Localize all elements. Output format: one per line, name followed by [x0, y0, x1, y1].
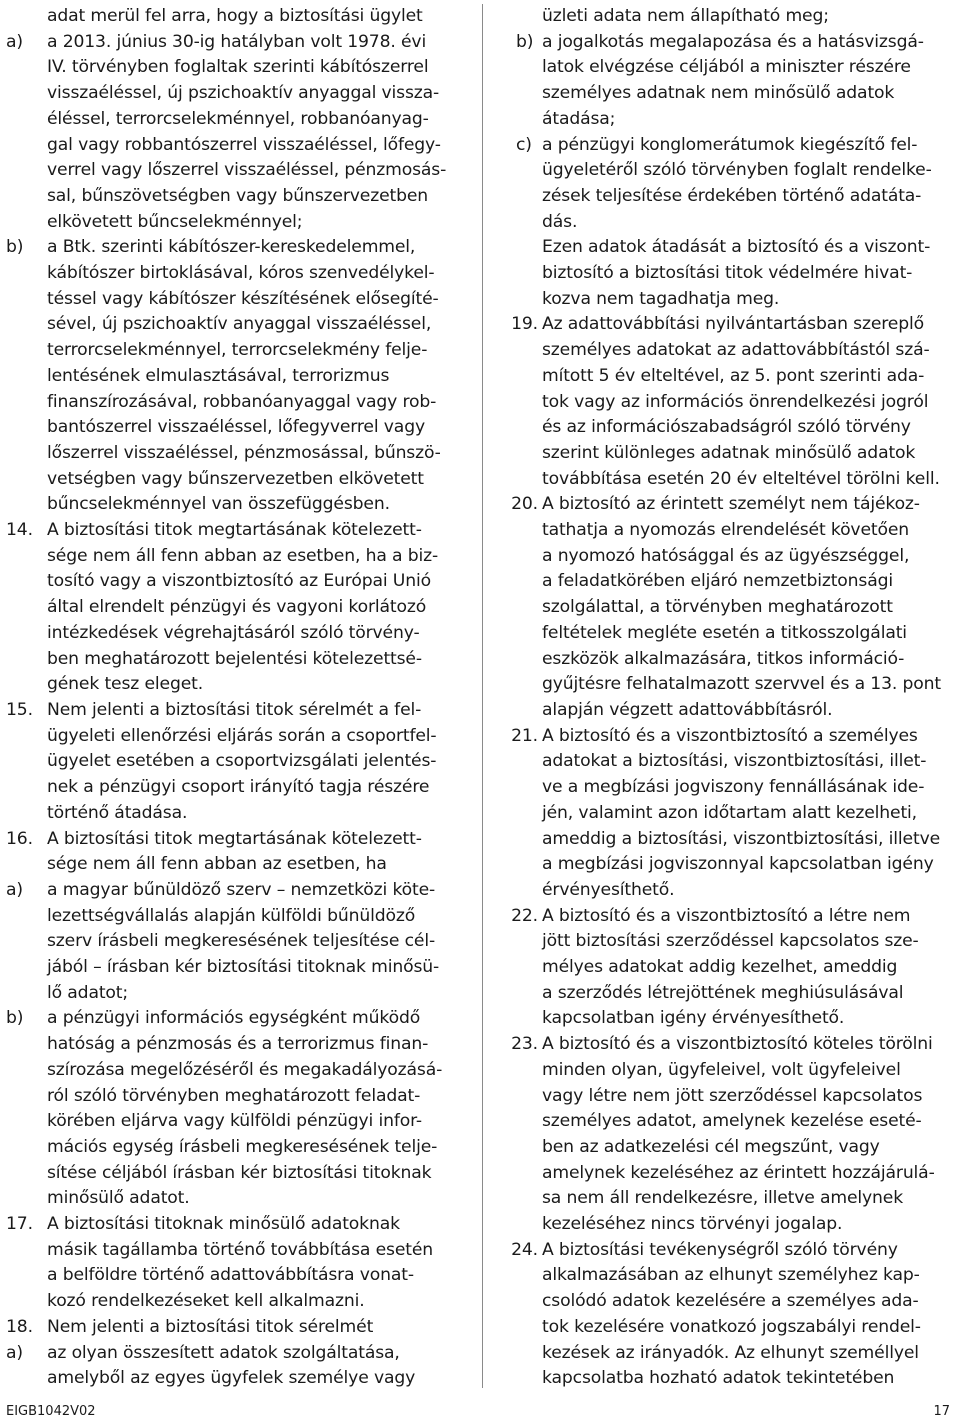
text-line: a jogalkotás megalapozása és a hatásvizsgá- — [542, 31, 924, 52]
paragraph-label: 21. — [511, 725, 538, 746]
text-line: sa nem áll rendelkezésre, illetve amelynek — [542, 1188, 904, 1209]
right-paragraph — [500, 724, 955, 904]
text-line: lezettségvállalás alapján külföldi bűnüldöző — [47, 905, 416, 926]
left-paragraph — [6, 518, 458, 698]
text-line: téssel vagy kábítószer készítésének elősegíté- — [47, 288, 439, 309]
left-paragraph — [6, 1006, 458, 1212]
text-line: finanszírozásával, robbanóanyaggal vagy rob- — [47, 391, 437, 412]
paragraph-label: 24. — [511, 1239, 538, 1260]
text-line: sége nem áll fenn abban az esetben, ha — [47, 854, 387, 875]
text-line: személyes adatot, amelynek kezelése eseté- — [542, 1111, 922, 1132]
text-line: ról szóló törvényben meghatározott feladat- — [47, 1085, 421, 1106]
paragraph-label: a) — [6, 1342, 23, 1363]
text-line: kezések az irányadók. Az elhunyt személlyel — [542, 1342, 919, 1363]
paragraph-text — [47, 235, 458, 518]
paragraph-text — [47, 1212, 458, 1315]
text-line: ben meghatározott bejelentési kötelezettsé- — [47, 648, 422, 669]
text-line: tosító vagy a viszontbiztosító az Európai Unió — [47, 571, 431, 592]
text-line: dás. — [542, 211, 578, 232]
text-line: lőszerrel visszaéléssel, pénzmosással, bűnszö- — [47, 442, 441, 463]
paragraph-text — [47, 1315, 458, 1341]
right-paragraph — [500, 30, 955, 133]
text-line: intézkedések végrehajtásáról szóló törvény- — [47, 622, 420, 643]
text-line: ve a megbízási jogviszony fennállásának ide- — [542, 777, 925, 798]
text-line: sítése céljából írásban kér biztosítási titoknak — [47, 1162, 432, 1183]
text-line: bantószerrel visszaéléssel, lőfegyverrel vagy — [47, 417, 425, 438]
paragraph-label: c) — [516, 134, 532, 155]
text-line: vetségben vagy bűnszervezetben elkövetett — [47, 468, 424, 489]
paragraph-label: 22. — [511, 905, 538, 926]
paragraph-text — [47, 878, 458, 1007]
text-line: ügyeleti ellenőrzési eljárás során a csoportfel- — [47, 725, 437, 746]
left-paragraph — [6, 4, 458, 30]
paragraph-text — [542, 1032, 955, 1238]
text-line: Nem jelenti a biztosítási titok sérelmét a fel- — [47, 699, 422, 720]
text-line: a szerződés létrejöttének meghiúsulásával — [542, 982, 904, 1003]
text-line: sal, bűnszövetségben vagy bűnszervezetben — [47, 185, 429, 206]
left-paragraph — [6, 1212, 458, 1315]
text-line: továbbítása esetén 20 év elteltével törölni kell. — [542, 468, 940, 489]
paragraph-label: 15. — [6, 699, 33, 720]
right-paragraph — [500, 4, 955, 30]
right-paragraph — [500, 133, 955, 313]
paragraph-text — [542, 30, 955, 133]
paragraph-text — [47, 30, 458, 236]
paragraph-text — [542, 1238, 955, 1392]
text-line: Az adattovábbítási nyilvántartásban szereplő — [542, 314, 924, 335]
text-line: tok vagy az információs önrendelkezési jogról — [542, 391, 929, 412]
paragraph-label: 17. — [6, 1214, 33, 1235]
text-line: latok elvégzése céljából a miniszter részére — [542, 57, 911, 78]
text-line: sével, új pszichoaktív anyaggal visszaéléssel, — [47, 314, 432, 335]
text-line: másik tagállamba történő továbbítása esetén — [47, 1239, 434, 1260]
text-line: a pénzügyi információs egységként működő — [47, 1008, 421, 1029]
text-line: átadása; — [542, 108, 616, 129]
text-line: A biztosítási tevékenységről szóló törvény — [542, 1239, 898, 1260]
text-line: visszaéléssel, új pszichoaktív anyaggal vissza- — [47, 83, 440, 104]
paragraph-label: a) — [6, 879, 23, 900]
left-paragraph — [6, 1341, 458, 1392]
text-line: által elrendelt pénzügyi és vagyoni korlátozó — [47, 597, 427, 618]
right-paragraph — [500, 492, 955, 723]
text-line: amelyből az egyes ügyfelek személye vagy — [47, 1368, 416, 1389]
text-line: A biztosítási titoknak minősülő adatoknak — [47, 1214, 400, 1235]
paragraph-label — [6, 4, 47, 30]
paragraph-label: 18. — [6, 1316, 33, 1337]
text-line: bűncselekménnyel van összefüggésben. — [47, 494, 390, 515]
text-line: gal vagy robbantószerrel visszaéléssel, lőfegy- — [47, 134, 441, 155]
text-line: A biztosító és a viszontbiztosító a személyes — [542, 725, 918, 746]
right-paragraph — [500, 312, 955, 492]
paragraph-label: b) — [6, 1008, 24, 1029]
text-line: A biztosító és a viszontbiztosító a létre nem — [542, 905, 911, 926]
text-line: személyes adatnak nem minősülő adatok — [542, 83, 895, 104]
text-line: Nem jelenti a biztosítási titok sérelmét — [47, 1316, 374, 1337]
paragraph-label: 14. — [6, 520, 33, 541]
text-line: a Btk. szerinti kábítószer-kereskedelemmel, — [47, 237, 416, 258]
text-line: a 2013. június 30-ig hatályban volt 1978. évi — [47, 31, 427, 52]
text-line: lentésének elmulasztásával, terrorizmus — [47, 365, 390, 386]
paragraph-text — [542, 724, 955, 904]
text-line: szerint különleges adatnak minősülő adatok — [542, 442, 916, 463]
text-line: adatokat a biztosítási, viszontbiztosítási, illet- — [542, 751, 927, 772]
text-line: mélyes adatokat addig kezelhet, ameddig — [542, 957, 898, 978]
text-line: sége nem áll fenn abban az esetben, ha a biz- — [47, 545, 439, 566]
text-line: IV. törvényben foglaltak szerinti kábítószerrel — [47, 57, 429, 78]
text-line: jából – írásban kér biztosítási titoknak minősü- — [47, 957, 440, 978]
text-line: alkalmazásában az elhunyt személyhez kap- — [542, 1265, 920, 1286]
text-line: a megbízási jogviszonnyal kapcsolatban igény — [542, 854, 934, 875]
right-paragraph — [500, 1238, 955, 1392]
text-line: érvényesíthető. — [542, 879, 675, 900]
text-line: tathatja a nyomozás elrendelését követően — [542, 520, 909, 541]
paragraph-text — [542, 904, 955, 1033]
text-line: amelynek kezeléséhez az érintett hozzájárulá- — [542, 1162, 935, 1183]
text-line: szerv írásbeli megkeresésének teljesítése cél- — [47, 931, 436, 952]
left-paragraph — [6, 878, 458, 1007]
paragraph-label: 19. — [511, 314, 538, 335]
text-line: kozó rendelkezéseket kell alkalmazni. — [47, 1291, 365, 1312]
text-line: A biztosító és a viszontbiztosító köteles törölni — [542, 1034, 933, 1055]
text-line: minősülő adatot. — [47, 1188, 190, 1209]
text-line: lő adatot; — [47, 982, 129, 1003]
text-line: nek a pénzügyi csoport irányító tagja részére — [47, 777, 430, 798]
text-line: terrorcselekménnyel, terrorcselekmény felje- — [47, 340, 428, 361]
text-line: a nyomozó hatósággal és az ügyészséggel, — [542, 545, 910, 566]
text-line: elkövetett bűncselekménnyel; — [47, 211, 303, 232]
paragraph-text — [47, 1341, 458, 1392]
paragraph-label: a) — [6, 31, 23, 52]
text-line: körében eljárva vagy külföldi pénzügyi infor- — [47, 1111, 422, 1132]
text-line: kapcsolatban igény érvényesíthető. — [542, 1008, 845, 1029]
text-line: feltételek megléte esetén a titkosszolgálati — [542, 622, 907, 643]
text-line: mított 5 év elteltével, az 5. pont szerinti ada- — [542, 365, 925, 386]
paragraph-text — [47, 827, 458, 878]
text-line: alapján végzett adattovábbításról. — [542, 699, 833, 720]
paragraph-label — [500, 4, 542, 30]
text-line: kozva nem tagadhatja meg. — [542, 288, 780, 309]
text-line: ben az adatkezelési cél megszűnt, vagy — [542, 1136, 880, 1157]
left-paragraph — [6, 698, 458, 827]
page-number: 17 — [933, 1404, 950, 1419]
text-line: A biztosító az érintett személyt nem tájékoz- — [542, 494, 920, 515]
text-line: szírozása megelőzéséről és megakadályozásá- — [47, 1059, 443, 1080]
text-line: hatóság a pénzmosás és a terrorizmus finan- — [47, 1034, 429, 1055]
text-line: kábítószer birtoklásával, kóros szenvedélykel- — [47, 263, 435, 284]
left-paragraph — [6, 827, 458, 878]
text-line: csolódó adatok kezelésére a személyes ada- — [542, 1291, 919, 1312]
left-paragraph — [6, 1315, 458, 1341]
text-line: eszközök alkalmazására, titkos információ- — [542, 648, 905, 669]
paragraph-label: 23. — [511, 1034, 538, 1055]
text-line: történő átadása. — [47, 802, 188, 823]
text-line: biztosító a biztosítási titok védelmére hivat- — [542, 263, 913, 284]
paragraph-text — [47, 518, 458, 698]
text-line: zések teljesítése érdekében történő adatáta- — [542, 185, 922, 206]
text-line: verrel vagy lőszerrel visszaéléssel, pénzmosás- — [47, 160, 447, 181]
text-line: gének tesz eleget. — [47, 674, 204, 695]
column-divider — [482, 4, 483, 1388]
text-line: és az információszabadságról szóló törvény — [542, 417, 911, 438]
text-line: adat merül fel arra, hogy a biztosítási ügylet — [47, 6, 423, 26]
text-line: jén, valamint azon időtartam alatt kezelheti, — [542, 802, 918, 823]
right-column — [500, 4, 955, 1392]
document-code: EIGB1042V02 — [6, 1404, 96, 1419]
text-line: a belföldre történő adattovábbításra vonat- — [47, 1265, 414, 1286]
right-paragraph — [500, 904, 955, 1033]
text-line: a magyar bűnüldöző szerv – nemzetközi köte- — [47, 879, 436, 900]
paragraph-text — [542, 133, 955, 313]
left-paragraph — [6, 235, 458, 518]
text-line: az olyan összesített adatok szolgáltatása, — [47, 1342, 400, 1363]
paragraph-text — [542, 4, 955, 30]
text-line: gyűjtésre felhatalmazott szervvel és a 13. pont — [542, 674, 941, 695]
left-column — [6, 4, 458, 1392]
paragraph-label: 20. — [511, 494, 538, 515]
paragraph-label: b) — [6, 237, 24, 258]
text-line: üzleti adata nem állapítható meg; — [542, 6, 829, 26]
right-paragraph — [500, 1032, 955, 1238]
text-line: Ezen adatok átadását a biztosító és a viszont- — [542, 237, 931, 258]
paragraph-label: 16. — [6, 828, 33, 849]
text-line: kezeléséhez nincs törvényi jogalap. — [542, 1214, 843, 1235]
paragraph-text — [47, 698, 458, 827]
text-line: ügyeletéről szóló törvényben foglalt rendelke- — [542, 160, 932, 181]
paragraph-text — [47, 1006, 458, 1212]
text-line: ügyelet esetében a csoportvizsgálati jelentés- — [47, 751, 437, 772]
text-line: minden olyan, ügyfeleivel, volt ügyfeleivel — [542, 1059, 901, 1080]
paragraph-text — [47, 4, 458, 30]
paragraph-text — [542, 312, 955, 492]
text-line: mációs egység írásbeli megkeresésének telje- — [47, 1136, 438, 1157]
text-line: tok kezelésére vonatkozó jogszabályi rendel- — [542, 1316, 921, 1337]
text-line: szolgálattal, a törvényben meghatározott — [542, 597, 893, 618]
text-line: éléssel, terrorcselekménnyel, robbanóanyag- — [47, 108, 429, 129]
text-line: vagy létre nem jött szerződéssel kapcsolatos — [542, 1085, 923, 1106]
text-line: jött biztosítási szerződéssel kapcsolatos sze- — [542, 931, 919, 952]
paragraph-text — [542, 492, 955, 723]
text-line: személyes adatokat az adattovábbítástól szá- — [542, 340, 930, 361]
paragraph-label: b) — [516, 31, 534, 52]
text-line: ameddig a biztosítási, viszontbiztosítási, illetve — [542, 828, 941, 849]
text-line: kapcsolatba hozható adatok tekintetében — [542, 1368, 895, 1389]
text-line: A biztosítási titok megtartásának kötelezett- — [47, 520, 422, 541]
text-line: A biztosítási titok megtartásának kötelezett- — [47, 828, 422, 849]
left-paragraph — [6, 30, 458, 236]
text-line: a feladatkörében eljáró nemzetbiztonsági — [542, 571, 893, 592]
text-line: a pénzügyi konglomerátumok kiegészítő fel- — [542, 134, 918, 155]
